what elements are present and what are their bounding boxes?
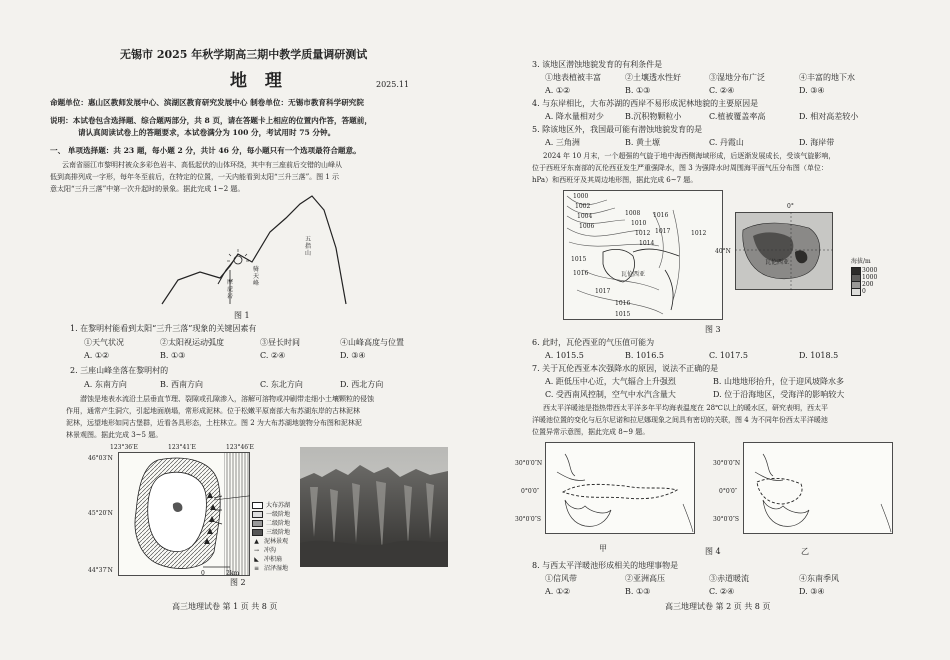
legend-label: 冲积扇 — [264, 556, 283, 563]
legend-label: 冲沟 — [264, 547, 277, 554]
intro-3-5-line: 作用，通常产生洞穴，引起地面崩塌，常形成泥林。位于松嫩平原南部大布苏湖东岸的古林泥林 — [66, 407, 360, 415]
q7-option-a[interactable]: A. 距低压中心近，大气辐合上升强烈 — [545, 377, 676, 386]
scale-zero: 0 — [201, 570, 205, 577]
legend-label: 三级阶地 — [266, 529, 291, 536]
q8-item: ③赤道暖流 — [709, 574, 749, 583]
q4-option-c[interactable]: C.植被覆盖率高 — [709, 112, 766, 121]
figure-4-map-a — [545, 442, 695, 534]
q3-option-c[interactable]: C. ②④ — [709, 86, 735, 95]
q2-option-b[interactable]: B. 西南方向 — [160, 380, 203, 389]
sun-icon — [234, 256, 242, 264]
legend-label: 一级阶地 — [266, 511, 291, 518]
q6-option-b[interactable]: B. 1016.5 — [625, 351, 664, 360]
q6-option-d[interactable]: D. 1018.5 — [799, 351, 839, 360]
q5-option-d[interactable]: D. 海岸带 — [799, 138, 835, 147]
question-2-options — [84, 380, 383, 390]
fig4-lat-tick: 30°0′0″N — [713, 460, 741, 467]
elevation-legend-value: 1000 — [862, 274, 878, 281]
peak-label-right: 五指山 — [305, 236, 312, 257]
question-6-options — [545, 351, 838, 361]
section-heading: 一、 单项选择题：共 23 题，每小题 2 分，共计 46 分，每小题只有一个选项最符合题意。 — [50, 146, 361, 155]
isobar-label: 1015 — [615, 311, 631, 318]
q5-option-a[interactable]: A. 三角洲 — [545, 138, 580, 147]
fig2-lat-label: 46°03′N — [88, 455, 113, 462]
q3-option-d[interactable]: D. ③④ — [799, 86, 825, 95]
figure-1-caption: 图 1 — [234, 311, 250, 320]
page-1-footer: 高三地理试卷 第 1 页 共 8 页 — [172, 602, 278, 611]
q1-option-c[interactable]: C. ②④ — [260, 351, 286, 360]
intro-3-5-line: 林景观图。据此完成 3~5 题。 — [66, 431, 163, 439]
q1-option-d[interactable]: D. ③④ — [340, 351, 366, 360]
q2-option-a[interactable]: A. 东南方向 — [84, 380, 127, 389]
q3-option-a[interactable]: A. ①② — [545, 86, 571, 95]
elevation-legend-title: 海拔/m — [851, 258, 871, 265]
q1-item: ②太阳视运动弧度 — [160, 338, 224, 347]
q4-option-b[interactable]: B.沉积物颗粒小 — [625, 112, 682, 121]
intro-6-7-line: 2024 年 10 月末，一个超强的气旋于地中海西侧海域形成，后逐渐发展成长，受该气旋影响， — [543, 152, 836, 160]
question-5-options — [545, 138, 834, 148]
q8-option-a[interactable]: A. ①② — [545, 587, 571, 596]
map-frame — [546, 443, 695, 534]
q3-option-b[interactable]: B. ①③ — [625, 86, 651, 95]
isobar-label: 1000 — [573, 193, 589, 200]
isobar-label: 1012 — [691, 230, 707, 237]
question-4-options — [545, 112, 858, 122]
intro-8-9-line: 洋暖池位置的变化与厄尔尼诺和拉尼娜现象之间具有密切的关联，图 4 为不同年份西太平洋暖池 — [532, 416, 828, 424]
intro-3-5-line: 潜蚀是地表水流沿土层垂直节理、裂隙或孔隙渗入，溶解可溶物或冲刷带走细小土壤颗粒的侵蚀 — [80, 395, 374, 403]
isobar-label: 1004 — [577, 213, 593, 220]
figure-3-terrain-inset — [735, 212, 833, 290]
q8-item: ①信风带 — [545, 574, 577, 583]
legend-row: → 冲沟 — [253, 547, 277, 554]
q2-option-c[interactable]: C. 东北方向 — [260, 380, 303, 389]
q8-option-d[interactable]: D. ③④ — [799, 587, 825, 596]
q5-option-c[interactable]: C. 丹霞山 — [709, 138, 744, 147]
isobar-label: 1016 — [615, 300, 631, 307]
inset-lat-label: 40°N — [715, 248, 731, 255]
legend-label: 二级阶地 — [266, 520, 291, 527]
question-5-stem: 5. 除该地区外，我国最可能有潜蚀地貌发育的是 — [532, 125, 703, 134]
question-1-stem: 1. 在黎明村能看到太阳“三升三落”现象的关键因素有 — [70, 324, 257, 333]
isobar-label: 1017 — [595, 288, 611, 295]
inset-city-label: 瓦伦西亚 — [765, 259, 790, 266]
q1-item: ①天气状况 — [84, 338, 124, 347]
fig2-lat-label: 45°20′N — [88, 510, 113, 517]
units-line: 命题单位：惠山区教师发展中心、滨湖区教育研究发展中心 制卷单位：无锡市教育科学研究院 — [50, 98, 364, 107]
fig3-city-label: 瓦伦西亚 — [621, 271, 646, 278]
isobar-label: 1008 — [625, 210, 641, 217]
fig4-lat-tick: 0°0′0″ — [521, 488, 540, 495]
isobar-label: 1010 — [631, 220, 647, 227]
fig4-lat-tick: 30°0′0″S — [713, 516, 739, 523]
q3-item: ①地表植被丰富 — [545, 73, 601, 82]
question-3-options — [545, 86, 825, 96]
mudforest-photo — [300, 447, 448, 567]
isobar-label: 1002 — [575, 203, 591, 210]
q8-option-c[interactable]: C. ②④ — [709, 587, 735, 596]
question-8-items — [545, 574, 839, 584]
question-4-stem: 4. 与东岸相比，大布苏湖的西岸不易形成泥林地貌的主要原因是 — [532, 99, 759, 108]
exam-title: 无锡市 2025 年秋学期高三期中教学质量调研测试 — [120, 48, 368, 61]
q3-item: ④丰富的地下水 — [799, 73, 855, 82]
intro-1-2-line: 低到高排列成一字形，每年冬至前后，在特定的位置，一天内能看到太阳“三升三落”。图 1 示 — [50, 173, 340, 181]
intro-1-2-line: 意太阳“三升三落”中第一次升起时的景象。据此完成 1~2 题。 — [50, 185, 245, 193]
q1-item: ③昼长时间 — [260, 338, 300, 347]
legend-row: ≡ 沼泽湿地 — [253, 565, 289, 572]
question-1-items — [84, 338, 404, 348]
legend-label: 沼泽湿地 — [264, 565, 289, 572]
question-3-stem: 3. 该地区潜蚀地貌发育的有利条件是 — [532, 60, 663, 69]
marsh-strip — [224, 453, 249, 576]
intro-8-9-line: 西太平洋暖池是指热带西太平洋多年平均海表温度在 28℃以上的暖水区，研究表明，西太平 — [543, 404, 828, 412]
fig2-lon-label: 123°41′E — [168, 444, 196, 451]
q3-item: ②土壤透水性好 — [625, 73, 681, 82]
q6-option-c[interactable]: C. 1017.5 — [709, 351, 748, 360]
q1-option-b[interactable]: B. ①③ — [160, 351, 186, 360]
intro-8-9-line: 位置异常示意图，据此完成 8~9 题。 — [532, 428, 650, 436]
fig4-lat-tick: 30°0′0″S — [515, 516, 541, 523]
q2-option-d[interactable]: D. 西北方向 — [340, 380, 384, 389]
figure-1-mountains — [160, 192, 350, 312]
question-3-items — [545, 73, 855, 83]
question-2-stem: 2. 三座山峰坐落在黎明村的 — [70, 366, 169, 375]
instructions-line-2: 请认真阅读试卷上的答题要求，本试卷满分为 100 分，考试用时 75 分钟。 — [78, 128, 336, 137]
figure-4-map-b — [743, 442, 893, 534]
question-1-options — [84, 351, 366, 361]
exam-page-2 — [475, 0, 950, 660]
isobar-label: 1006 — [579, 223, 595, 230]
fig4-lat-tick: 30°0′0″N — [515, 460, 543, 467]
subject-title: 地 理 — [230, 71, 288, 91]
question-8-stem: 8. 与西太平洋暖池形成相关的地理事物是 — [532, 561, 679, 570]
q6-option-a[interactable]: A. 1015.5 — [545, 351, 584, 360]
q3-item: ③湿地分布广泛 — [709, 73, 765, 82]
q7-option-d[interactable]: D. 位于沿海地区，受海洋的影响较大 — [713, 390, 845, 399]
legend-row: ◣ 冲积扇 — [254, 556, 283, 563]
fig4-label-b: 乙 — [801, 547, 809, 556]
mountain-silhouette — [162, 196, 346, 304]
figure-4-caption: 图 4 — [705, 547, 721, 556]
intro-6-7-line: 位于西班牙东南部的瓦伦西亚发生严重强降水，图 3 为强降水时周围海平面气压分布图（单位： — [532, 164, 828, 172]
exam-date: 2025.11 — [376, 80, 410, 89]
legend-row: ▲ 泥林景观 — [254, 538, 289, 545]
fig2-lon-label: 123°36′E — [110, 444, 138, 451]
question-7-options-row-2 — [545, 390, 844, 400]
instructions-line-1: 说明：本试卷包含选择题、综合题两部分，共 8 页，请在答题卡上相应的位置内作答，答题前， — [50, 116, 372, 125]
intro-1-2-line: 云南省丽江市黎明村被众多彩色岩丰、高低起伏的山体环绕，其中有三座前后交错的山峰从 — [62, 161, 342, 169]
map-frame — [744, 443, 893, 534]
q4-option-d[interactable]: D. 相对高差较小 — [799, 112, 859, 121]
q8-item: ④东南季风 — [799, 574, 839, 583]
inset-lon-label: 0° — [787, 203, 794, 210]
q1-option-a[interactable]: A. ①② — [84, 351, 110, 360]
fig2-lat-label: 44°37′N — [88, 567, 113, 574]
fig4-lat-tick: 0°0′0″ — [719, 488, 738, 495]
legend-label: 泥林景观 — [264, 538, 289, 545]
elevation-legend-value: 0 — [862, 288, 866, 295]
intro-6-7-line: hPa）和西班牙及其周边地形图，据此完成 6~7 题。 — [532, 176, 698, 184]
question-7-options-row-1 — [545, 377, 844, 387]
q4-option-a[interactable]: A. 降水量相对少 — [545, 112, 604, 121]
figure-3-caption: 图 3 — [705, 325, 721, 334]
intro-3-5-line: 泥林，远望地形如同古堡群，近看各具形态，土柱林立。图 2 为大布苏湖地貌物分布图和泥林泥 — [66, 419, 362, 427]
fig4-label-a: 甲 — [599, 544, 607, 553]
q1-item: ④山峰高度与位置 — [340, 338, 404, 347]
figure-2-map — [118, 452, 250, 576]
question-8-options — [545, 587, 825, 597]
peak-label-left: 摩虎岩 — [227, 279, 234, 300]
question-6-stem: 6. 此时，瓦伦西亚的气压值可能为 — [532, 338, 655, 347]
peak-label-mid: 骑天峰 — [253, 266, 260, 287]
isobar-label: 1012 — [635, 230, 651, 237]
q7-option-b[interactable]: B. 山地地形抬升，位于迎风坡降水多 — [713, 377, 844, 386]
q7-option-c[interactable]: C. 受西南风控制，空气中水汽含量大 — [545, 390, 676, 399]
q5-option-b[interactable]: B. 黄土塬 — [625, 138, 660, 147]
q8-option-b[interactable]: B. ①③ — [625, 587, 651, 596]
isobar-label: 1016 — [653, 212, 669, 219]
scale-2km: 2km — [226, 570, 240, 577]
isobar-label: 1015 — [571, 256, 587, 263]
page-2-footer: 高三地理试卷 第 2 页 共 8 页 — [665, 602, 771, 611]
legend-label: 大布苏湖 — [266, 502, 291, 509]
elevation-legend-value: 3000 — [862, 267, 878, 274]
question-7-stem: 7. 关于瓦伦西亚本次强降水的原因，说法不正确的是 — [532, 364, 719, 373]
elevation-legend-value: 200 — [862, 281, 874, 288]
isobar-label: 1017 — [655, 228, 671, 235]
isobar-label: 1016 — [573, 270, 589, 277]
fig2-lon-label: 123°46′E — [226, 444, 254, 451]
isobar-label: 1014 — [639, 240, 655, 247]
figure-2-caption: 图 2 — [230, 578, 246, 587]
q8-item: ②亚洲高压 — [625, 574, 665, 583]
